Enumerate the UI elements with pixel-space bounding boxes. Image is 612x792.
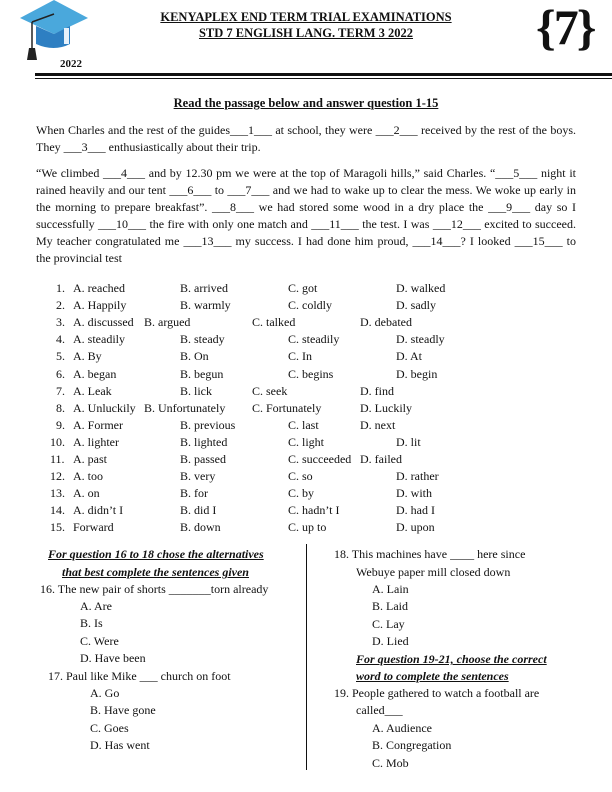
option-number: 8. xyxy=(56,400,65,415)
option-choice: D. debated xyxy=(360,315,412,330)
option-choice: C. light xyxy=(288,434,325,449)
option-choice: B. steady xyxy=(180,332,225,347)
option-choice: C. begins xyxy=(288,366,334,381)
option-choice: B. argued xyxy=(144,315,191,330)
answer-option: B. Is xyxy=(80,616,103,631)
option-choice: A. too xyxy=(73,469,103,484)
option-choice: D. had I xyxy=(396,503,435,518)
option-number: 13. xyxy=(50,486,65,501)
option-number: 4. xyxy=(56,332,65,347)
option-number: 5. xyxy=(56,349,65,364)
option-number: 15. xyxy=(50,520,65,535)
column-divider xyxy=(306,544,307,770)
option-choice: A. Leak xyxy=(73,383,112,398)
exam-subtitle: STD 7 ENGLISH LANG. TERM 3 2022 xyxy=(198,26,414,40)
option-choice: A. Unluckily xyxy=(73,400,136,415)
option-choice: C. seek xyxy=(252,383,288,398)
option-choice: C. In xyxy=(288,349,312,364)
answer-option: A. Go xyxy=(90,686,120,700)
option-choice: B. On xyxy=(180,349,209,364)
answer-option: B. Have gone xyxy=(90,703,156,718)
option-choice: D. failed xyxy=(360,452,402,466)
exam-title: KENYAPLEX END TERM TRIAL EXAMINATIONS xyxy=(160,10,452,24)
option-choice: B. for xyxy=(180,486,208,501)
section-heading-16-18-line2: that best complete the sentences given xyxy=(62,565,249,579)
option-choice: A. discussed xyxy=(73,315,134,330)
answer-option: D. Have been xyxy=(80,651,146,666)
answer-option: A. Lain xyxy=(372,582,409,596)
option-choice: C. by xyxy=(288,486,315,501)
header-divider xyxy=(35,73,612,76)
option-choice: A. on xyxy=(73,486,100,501)
option-choice: B. did I xyxy=(180,503,217,518)
option-choice: D. rather xyxy=(396,469,439,484)
option-choice: D. At xyxy=(396,349,423,364)
option-number: 12. xyxy=(50,469,65,484)
option-choice: B. Unfortunately xyxy=(144,400,226,415)
option-choice: B. begun xyxy=(180,366,224,381)
option-number: 1. xyxy=(56,281,65,295)
option-choice: D. find xyxy=(360,383,394,398)
option-choice: C. Fortunately xyxy=(252,400,322,415)
option-choice: B. lick xyxy=(180,383,212,398)
question-16: 16. The new pair of shorts _______torn already xyxy=(40,582,269,596)
option-choice: A. reached xyxy=(73,281,125,295)
passage-paragraph-2: “We climbed ___4___ and by 12.30 pm we were at the top of Maragoli hills,” said Charles. “___5___ night it rained heavily and our tent ___6___ to ___7___ and we had to wake up to clear the mess. We woke up early in the morning to prepare breakfast”. ___8___ we had stored some wood in a dry place the ___9___ day so I successfully ___10___ the fire with only one match and ___11___ the test. I was ___12___ excited to succeed. My teacher congratulated me ___13___ my success. I had done him proud, ___14___? I looked ___15___ to the provincial test xyxy=(36,166,576,265)
option-choice: A. lighter xyxy=(73,434,119,449)
question-19: 19. People gathered to watch a football are xyxy=(334,686,540,700)
answer-option: A. Are xyxy=(80,599,112,613)
option-choice: C. got xyxy=(288,281,318,295)
option-choice: A. steadily xyxy=(73,332,125,347)
question-19-line2: called___ xyxy=(356,703,403,717)
option-number: 6. xyxy=(56,366,65,381)
option-choice: D. lit xyxy=(396,434,421,449)
option-number: 3. xyxy=(56,315,65,330)
option-number: 11. xyxy=(50,452,65,466)
option-choice: B. very xyxy=(180,469,216,484)
answer-option: C. Goes xyxy=(90,720,129,735)
option-choice: D. next xyxy=(360,417,396,432)
option-choice: C. hadn’t I xyxy=(288,503,340,518)
option-choice: C. steadily xyxy=(288,332,340,347)
option-choice: A. past xyxy=(73,452,107,466)
option-choice: D. with xyxy=(396,486,432,501)
option-choice: D. sadly xyxy=(396,298,436,313)
option-choice: D. Luckily xyxy=(360,400,412,415)
option-choice: D. begin xyxy=(396,366,438,381)
logo-year: 2022 xyxy=(60,58,82,70)
option-choice: Forward xyxy=(73,520,114,535)
answer-option: A. Audience xyxy=(372,721,432,735)
option-choice: B. warmly xyxy=(180,298,231,313)
option-choice: B. down xyxy=(180,520,221,535)
section-instruction: Read the passage below and answer question 1-15 xyxy=(173,96,439,110)
option-choice: A. didn’t I xyxy=(73,503,124,518)
option-choice: C. talked xyxy=(252,315,296,330)
option-choice: A. Happily xyxy=(73,298,127,313)
option-choice: D. walked xyxy=(396,281,446,295)
option-choice: A. By xyxy=(73,349,102,364)
option-choice: B. previous xyxy=(180,417,236,432)
answer-option: D. Lied xyxy=(372,634,409,649)
passage-paragraph-1: When Charles and the rest of the guides___1___ at school, they were ___2___ received by the rest of the boys. They ___3___ enthusiastically about their trip. xyxy=(36,123,576,154)
option-choice: D. upon xyxy=(396,520,435,535)
option-number: 9. xyxy=(56,417,65,432)
option-number: 14. xyxy=(50,503,65,518)
answer-option: B. Laid xyxy=(372,599,408,614)
option-choice: B. arrived xyxy=(180,281,228,295)
answer-option: D. Has went xyxy=(90,738,150,753)
option-choice: C. coldly xyxy=(288,298,332,313)
section-heading-19-21: For question 19-21, choose the correct xyxy=(356,652,547,666)
question-18: 18. This machines have ____ here since xyxy=(334,547,526,561)
option-choice: C. succeeded xyxy=(288,452,352,466)
question-18-line2: Webuye paper mill closed down xyxy=(356,565,511,579)
option-choice: D. steadly xyxy=(396,332,445,347)
answer-option: C. Mob xyxy=(372,755,409,770)
section-heading-16-18: For question 16 to 18 chose the alternatives xyxy=(48,547,264,561)
option-choice: B. passed xyxy=(180,452,226,466)
option-choice: B. lighted xyxy=(180,434,228,449)
answer-option: C. Were xyxy=(80,633,119,648)
option-number: 2. xyxy=(56,298,65,313)
option-choice: C. up to xyxy=(288,520,327,535)
option-choice: C. last xyxy=(288,417,319,432)
answer-option: B. Congregation xyxy=(372,738,452,753)
option-choice: A. began xyxy=(73,366,117,381)
option-choice: A. Former xyxy=(73,417,123,432)
question-17: 17. Paul like Mike ___ church on foot xyxy=(48,669,231,683)
header-divider-thin xyxy=(35,78,612,79)
option-choice: C. so xyxy=(288,469,313,484)
option-number: 7. xyxy=(56,383,65,398)
section-heading-19-21-line2: word to complete the sentences xyxy=(356,669,509,683)
option-number: 10. xyxy=(50,434,65,449)
answer-option: C. Lay xyxy=(372,616,405,631)
grade-badge: {7} xyxy=(536,0,595,55)
